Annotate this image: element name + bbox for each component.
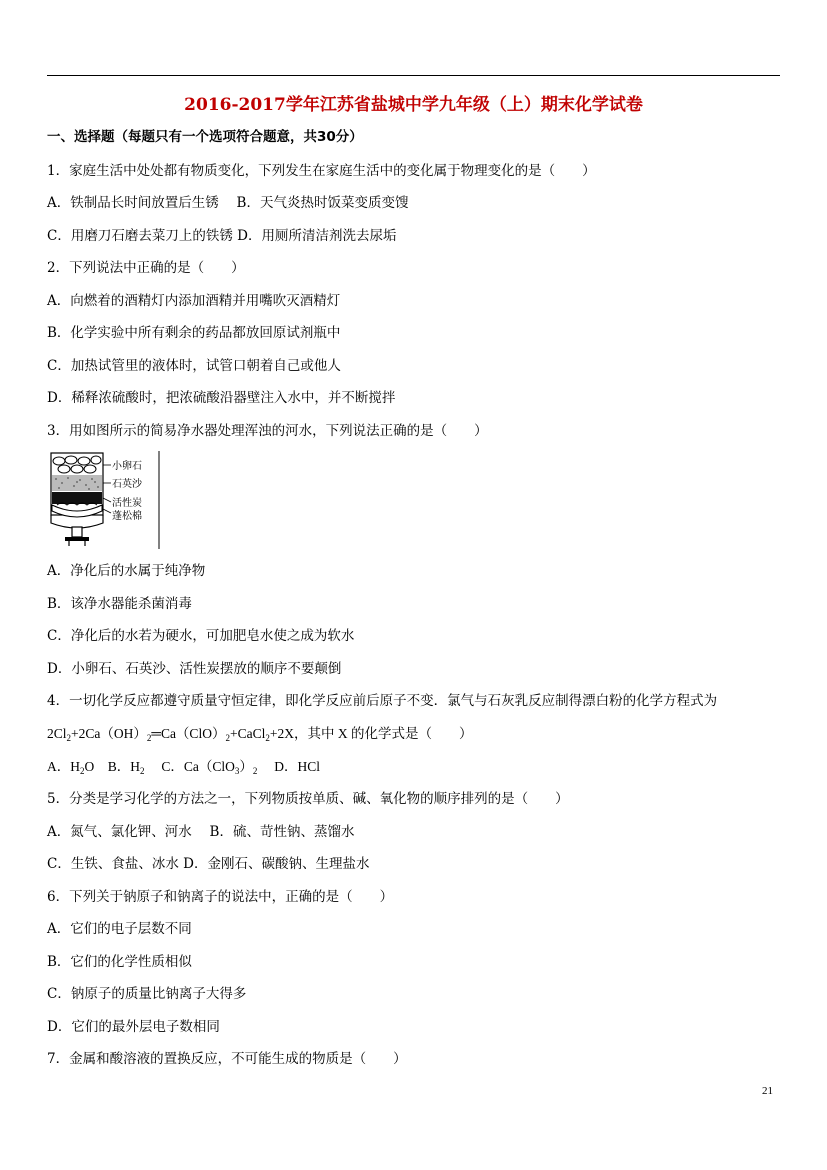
question-6-option-a: A．它们的电子层数不同 bbox=[47, 921, 192, 937]
question-5-options-ab: A．氮气、氯化钾、河水 B．硫、苛性钠、蒸馏水 bbox=[47, 824, 355, 840]
section-heading: 一、选择题（每题只有一个选项符合题意，共30分） bbox=[47, 129, 363, 145]
question-4-stem: 4．一切化学反应都遵守质量守恒定律，即化学反应前后原子不变．氯气与石灰乳反应制得漂白粉的化学方程式为 bbox=[47, 693, 718, 709]
question-2-option-a: A．向燃着的酒精灯内添加酒精并用嘴吹灭酒精灯 bbox=[47, 293, 341, 309]
question-4-options: A．$H_2O$ B．$H_2$ C．$Ca(ClO_3)_2$ D．HCl bbox=[47, 759, 321, 776]
question-3-option-a: A．净化后的水属于纯净物 bbox=[47, 563, 206, 579]
label-cotton: 蓬松棉 bbox=[112, 511, 142, 522]
label-pebbles: 小卵石 bbox=[112, 461, 142, 472]
question-6-stem: 6．下列关于钠原子和钠离子的说法中，正确的是（ ） bbox=[47, 889, 394, 905]
page-title: 2016-2017学年江苏省盐城中学九年级（上）期末化学试卷 bbox=[184, 95, 643, 115]
question-6-option-d: D．它们的最外层电子数相同 bbox=[47, 1019, 220, 1035]
question-3-option-d: D．小卵石、石英沙、活性炭摆放的顺序不要颠倒 bbox=[47, 661, 342, 677]
question-1-options-ab: A．铁制品长时间放置后生锈 B．天气炎热时饭菜变质变馊 bbox=[47, 195, 409, 211]
question-5-options-cd: C．生铁、食盐、冰水 D．金刚石、碳酸钠、生理盐水 bbox=[47, 856, 370, 872]
question-4-equation: $2Cl_2+2Ca(OH)_2═Ca(ClO)_2+CaCl_2+2X$，其中 X 的化学式是（ ） bbox=[47, 726, 473, 743]
question-2-stem: 2．下列说法中正确的是（ ） bbox=[47, 260, 245, 276]
question-7-stem: 7．金属和酸溶液的置换反应，不可能生成的物质是（ ） bbox=[47, 1051, 407, 1067]
question-5-stem: 5．分类是学习化学的方法之一，下列物质按单质、碱、氧化物的顺序排列的是（ ） bbox=[47, 791, 569, 807]
label-quartz-sand: 石英沙 bbox=[112, 479, 142, 490]
question-1-options-cd: C．用磨刀石磨去菜刀上的铁锈 D．用厕所清洁剂洗去尿垢 bbox=[47, 228, 397, 244]
question-2-option-b: B．化学实验中所有剩余的药品都放回原试剂瓶中 bbox=[47, 325, 341, 341]
question-3-option-b: B．该净水器能杀菌消毒 bbox=[47, 596, 192, 612]
question-3-stem: 3．用如图所示的简易净水器处理浑浊的河水，下列说法正确的是（ ） bbox=[47, 423, 488, 439]
label-activated-carbon: 活性炭 bbox=[112, 498, 142, 509]
question-1-stem: 1．家庭生活中处处都有物质变化，下列发生在家庭生活中的变化属于物理变化的是（ ） bbox=[47, 163, 596, 179]
question-6-option-b: B．它们的化学性质相似 bbox=[47, 954, 192, 970]
header-rule bbox=[47, 75, 780, 76]
question-6-option-c: C．钠原子的质量比钠离子大得多 bbox=[47, 986, 247, 1002]
page-number: 21 bbox=[762, 1085, 773, 1097]
water-filter-figure bbox=[47, 449, 162, 551]
question-2-option-d: D．稀释浓硫酸时，把浓硫酸沿器壁注入水中，并不断搅拌 bbox=[47, 390, 396, 406]
question-2-option-c: C．加热试管里的液体时，试管口朝着自己或他人 bbox=[47, 358, 341, 374]
question-3-option-c: C．净化后的水若为硬水，可加肥皂水使之成为软水 bbox=[47, 628, 355, 644]
